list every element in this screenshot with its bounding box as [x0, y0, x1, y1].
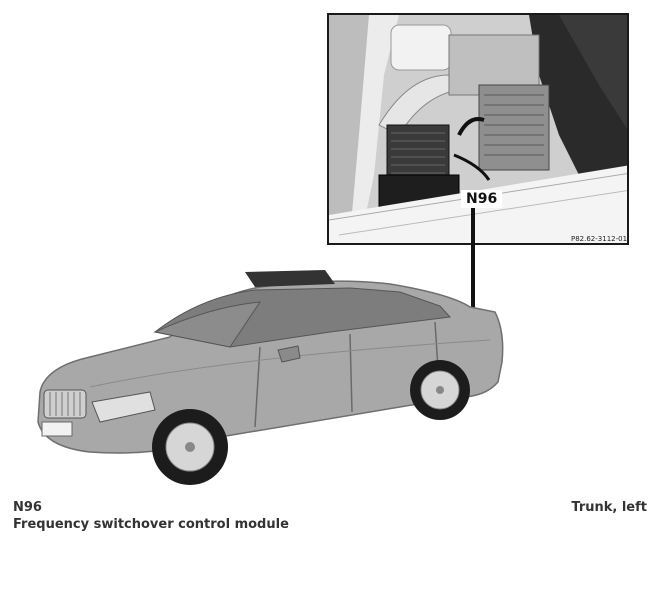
sunroof: [245, 270, 335, 287]
part-name: Frequency switchover control module: [13, 517, 289, 532]
trunk-detail-illustration: [329, 15, 629, 245]
part-location: Trunk, left: [571, 500, 647, 515]
car-illustration: [30, 262, 510, 492]
inset-callout-label: N96: [461, 190, 502, 208]
trunk-detail-inset: [327, 13, 629, 245]
figure-reference: P82.62-3112-01: [571, 235, 628, 243]
part-code: N96: [13, 500, 42, 515]
